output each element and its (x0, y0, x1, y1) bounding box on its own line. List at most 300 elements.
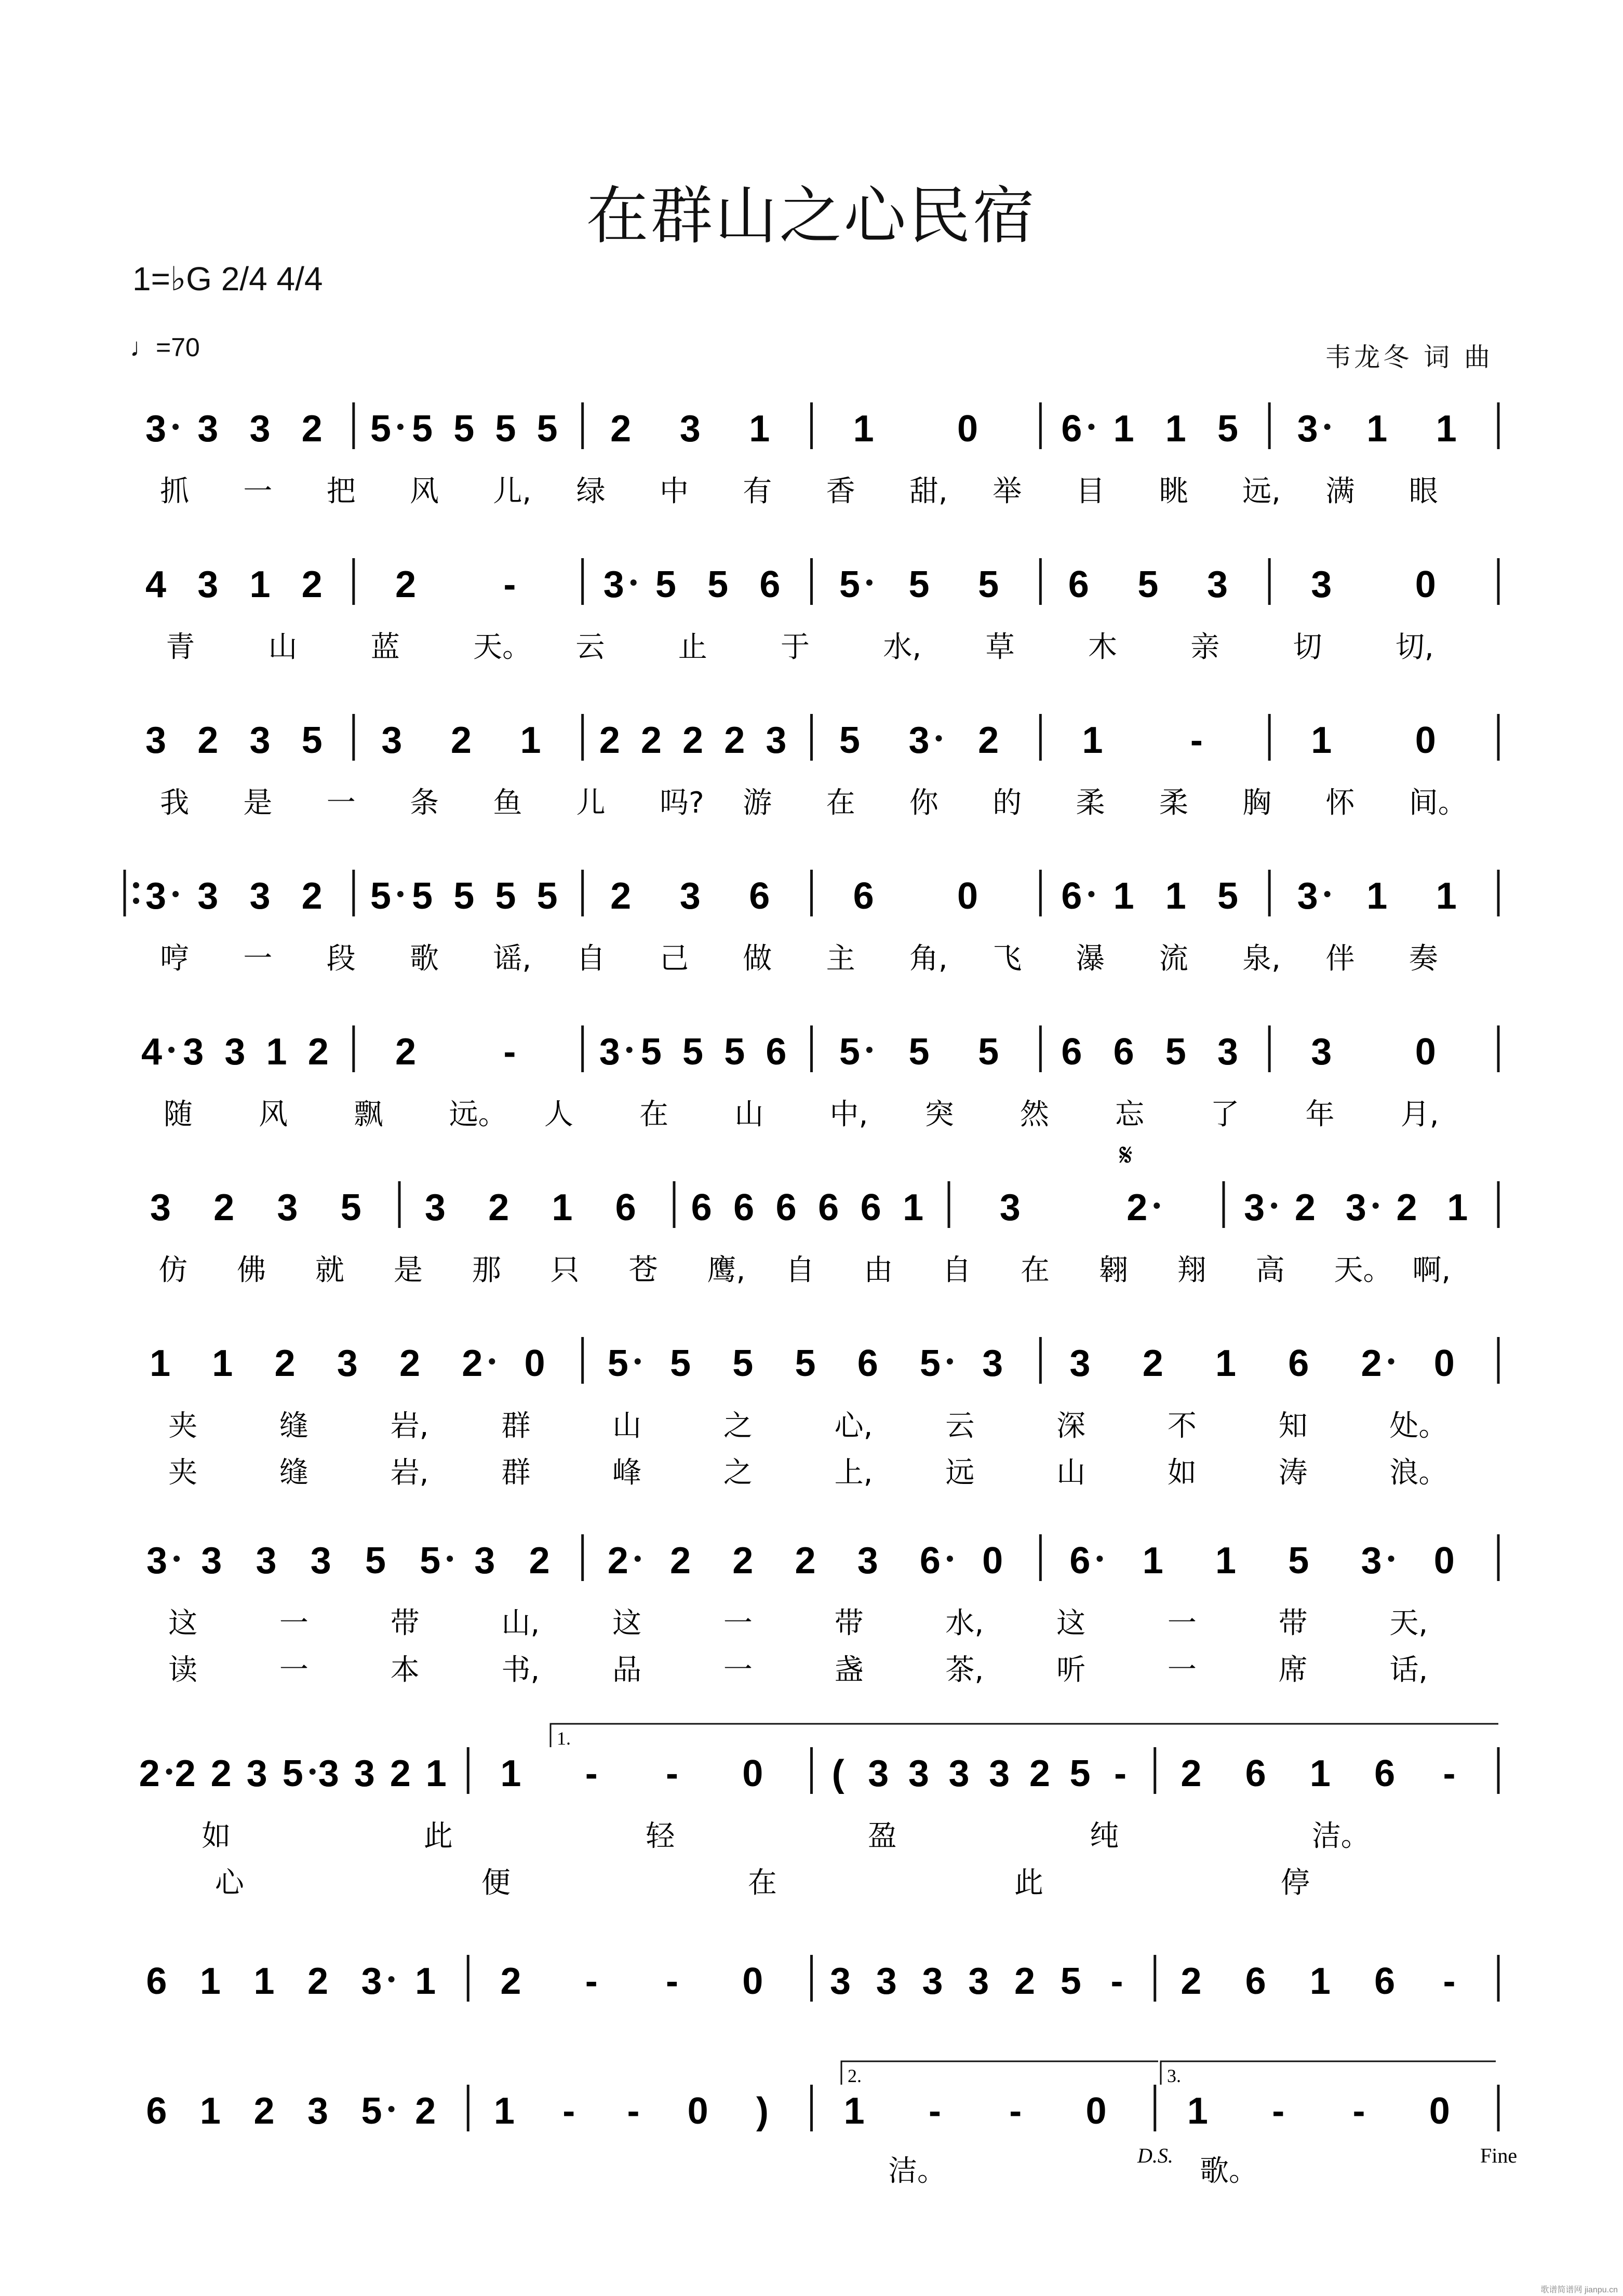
lyric: 自 (785, 1253, 815, 1287)
note: 0 (1415, 720, 1436, 761)
note: 0 (524, 1343, 545, 1384)
note: 2 (669, 1540, 691, 1582)
note: 3 (1297, 408, 1318, 450)
lyric: 儿 (576, 786, 606, 820)
lyric: 切, (1395, 630, 1434, 664)
lyric: 的 (992, 786, 1022, 820)
note: 1 (1309, 1961, 1331, 2002)
lyric: 然 (1020, 1098, 1049, 1131)
lyric: 人 (544, 1098, 573, 1131)
note: 4 (141, 1031, 163, 1073)
note: 2 (395, 564, 417, 605)
note: 1 (425, 1753, 447, 1794)
augmentation-dot (173, 1556, 180, 1562)
note: 3 (599, 1031, 620, 1073)
note: 1 (1311, 720, 1332, 761)
note: 0 (1415, 564, 1436, 605)
repeat-dot (133, 882, 139, 888)
lyric: 仿 (158, 1253, 188, 1287)
lyric: 盈 (867, 1819, 897, 1853)
note: 5 (536, 408, 558, 450)
lyric-verse-2: 品 (612, 1653, 642, 1687)
note: 3 (908, 1753, 929, 1794)
note: 5 (1217, 408, 1239, 450)
lyric: 谣, (493, 942, 532, 976)
note: 5 (365, 1540, 386, 1582)
note: 3 (603, 564, 624, 605)
lyric: 歌 (410, 942, 439, 976)
lyric: 轻 (646, 1819, 675, 1853)
lyric-verse-2: 之 (723, 1456, 753, 1490)
note: 1 (1366, 875, 1388, 917)
lyric: 深 (1056, 1409, 1086, 1443)
note: 3 (256, 1540, 277, 1582)
note: 6 (818, 1187, 839, 1228)
note: 3 (1361, 1540, 1382, 1582)
lyric: 举 (992, 475, 1022, 508)
lyric: 翱 (1098, 1253, 1128, 1287)
lyric: 流 (1159, 942, 1188, 976)
note: 5 (919, 1343, 941, 1384)
note: 5 (495, 875, 516, 917)
augmentation-dot (1373, 1203, 1379, 1209)
lyric-verse-2: 夹 (168, 1456, 198, 1490)
note: 6 (1113, 1031, 1134, 1073)
augmentation-dot (1388, 1556, 1394, 1562)
lyric: 眼 (1409, 475, 1438, 508)
lyric-verse-2: 一 (1167, 1653, 1197, 1687)
note: 5 (340, 1187, 361, 1228)
lyric: 一 (1167, 1606, 1197, 1640)
note: - (585, 1961, 598, 2002)
note: - (1190, 720, 1203, 761)
note: 1 (843, 2090, 865, 2132)
augmentation-dot (635, 1556, 641, 1562)
volta-bracket (551, 1724, 1498, 1747)
page-title: 在群山之心民宿 (586, 180, 1037, 252)
note: 2 (795, 1540, 816, 1582)
note: 3 (679, 875, 701, 917)
note: 5 (908, 564, 930, 605)
note: 5 (453, 408, 475, 450)
lyric: 有 (743, 475, 772, 508)
note: 3 (150, 1187, 171, 1228)
note: 1 (212, 1343, 233, 1384)
augmentation-dot (631, 579, 637, 586)
augmentation-dot (397, 424, 404, 430)
note: - (1352, 2090, 1365, 2132)
augmentation-dot (310, 1768, 316, 1775)
note: - (562, 2090, 575, 2132)
lyric: 条 (410, 786, 439, 820)
note: 6 (766, 1031, 787, 1073)
volta-label: 2. (848, 2065, 862, 2086)
note: 2 (610, 875, 632, 917)
note: 3 (146, 1540, 168, 1582)
note: 3 (1069, 1343, 1091, 1384)
lyric: 如 (202, 1819, 231, 1853)
note: 6 (860, 1187, 881, 1228)
note: 1 (1309, 1753, 1331, 1794)
note: 1 (1366, 408, 1388, 450)
lyric: 天, (1389, 1606, 1428, 1640)
note: 2 (197, 720, 219, 761)
lyric: 香 (826, 475, 855, 508)
lyric: 游 (743, 786, 772, 820)
note: 2 (307, 1961, 329, 2002)
lyric: 一 (243, 475, 273, 508)
note: - (1009, 2090, 1022, 2132)
note: 3 (1311, 564, 1332, 605)
note: 2 (529, 1540, 550, 1582)
lyric-verse-2: 浪。 (1389, 1456, 1448, 1490)
note: 2 (607, 1540, 628, 1582)
note: 2 (1361, 1343, 1382, 1384)
repeat-dot (133, 898, 139, 904)
note: 0 (1429, 2090, 1450, 2132)
note: 2 (307, 1031, 329, 1073)
note: 0 (957, 875, 978, 917)
volta-bracket (1161, 2061, 1496, 2085)
lyric: 在 (1020, 1253, 1050, 1287)
augmentation-dot (447, 1556, 453, 1562)
composer-credit: 韦龙冬 词 曲 (1325, 342, 1493, 372)
note: 2 (1126, 1187, 1148, 1228)
augmentation-dot (388, 2106, 395, 2112)
lyric: 儿, (493, 475, 532, 508)
note: 3 (1244, 1187, 1265, 1228)
lyric: 鱼 (493, 786, 522, 820)
note: 6 (691, 1187, 712, 1228)
augmentation-dot (936, 735, 942, 741)
lyric-verse-2: 涛 (1278, 1456, 1308, 1490)
note: 3 (145, 875, 167, 917)
note: - (1272, 2090, 1285, 2132)
lyric: 洁。 (1311, 1819, 1370, 1853)
note: 6 (1374, 1753, 1396, 1794)
lyric: 就 (315, 1253, 345, 1287)
note: 3 (829, 1961, 851, 2002)
note: 6 (1061, 875, 1082, 917)
note: 1 (266, 1031, 287, 1073)
note: 1 (1447, 1187, 1468, 1228)
lyric: 这 (168, 1606, 198, 1640)
note: 6 (1245, 1753, 1266, 1794)
lyric-verse-2: 茶, (945, 1653, 984, 1687)
note: 6 (1068, 564, 1089, 605)
note: 3 (922, 1961, 943, 2002)
note: 2 (1181, 1753, 1202, 1794)
augmentation-dot (635, 1358, 641, 1365)
augmentation-dot (489, 1358, 495, 1365)
note: 1 (1113, 875, 1134, 917)
lyric: 我 (160, 786, 190, 820)
lyric: 山, (501, 1606, 540, 1640)
note: 3 (474, 1540, 495, 1582)
lyric: 在 (826, 786, 855, 820)
note: 3 (381, 720, 403, 761)
lyric: 草 (985, 630, 1015, 664)
note: 3 (908, 720, 930, 761)
lyric: 这 (1056, 1606, 1086, 1640)
lyric: 忘 (1115, 1098, 1145, 1131)
note: 5 (453, 875, 475, 917)
note: 5 (370, 408, 391, 450)
lyric: 了 (1210, 1098, 1240, 1131)
note: - (666, 1753, 678, 1794)
note: 0 (957, 408, 978, 450)
lyric: 啊, (1412, 1253, 1451, 1287)
note: 1 (199, 1961, 221, 2002)
note: 0 (1415, 1031, 1436, 1073)
augmentation-dot (1088, 424, 1094, 430)
augmentation-dot (397, 891, 404, 897)
note: 2 (395, 1031, 417, 1073)
note: 5 (724, 1031, 745, 1073)
note: 3 (354, 1753, 375, 1794)
note: 2 (682, 720, 704, 761)
lyric-verse-2: 书, (501, 1653, 540, 1687)
note: 1 (1165, 408, 1186, 450)
note: 3 (1311, 1031, 1332, 1073)
volta-bracket (841, 2061, 1158, 2085)
lyric: 远, (1242, 475, 1281, 508)
lyric-verse-2: 席 (1278, 1653, 1308, 1687)
note: 6 (1374, 1961, 1396, 2002)
note: 4 (145, 564, 167, 605)
lyric: 突 (924, 1098, 954, 1131)
lyric: 岩, (390, 1409, 429, 1443)
note: 1 (1082, 720, 1103, 761)
note: 1 (1165, 875, 1186, 917)
note: 6 (749, 875, 770, 917)
note: 0 (1433, 1343, 1455, 1384)
note: 5 (1165, 1031, 1186, 1073)
note: 5 (908, 1031, 930, 1073)
augmentation-dot (947, 1556, 953, 1562)
lyric: 于 (781, 630, 810, 664)
lyric: 不 (1167, 1409, 1197, 1443)
note: 2 (301, 408, 323, 450)
lyric: 处。 (1389, 1409, 1448, 1443)
note: 0 (1433, 1540, 1455, 1582)
note: 3 (424, 1187, 446, 1228)
note: 5 (301, 720, 323, 761)
segno-mark: 𝄋 (1119, 1137, 1133, 1173)
lyric: 甜, (909, 475, 948, 508)
note: 6 (146, 1961, 167, 2002)
augmentation-dot (388, 1976, 395, 1982)
lyric-verse-2: 本 (390, 1653, 420, 1687)
note: 5 (536, 875, 558, 917)
note: ( (831, 1753, 844, 1794)
key-label: 1=♭G (132, 260, 212, 298)
augmentation-dot (1324, 424, 1331, 430)
fine-mark: Fine (1480, 2144, 1518, 2167)
note: 5 (839, 720, 860, 761)
note: - (1443, 1961, 1456, 2002)
lyric-verse-2: 山 (1056, 1456, 1086, 1490)
note: 1 (150, 1343, 171, 1384)
note: 3 (868, 1753, 889, 1794)
lyric: 段 (326, 942, 356, 976)
note: 5 (282, 1753, 303, 1794)
note: 2 (599, 720, 620, 761)
note: 3 (1217, 1031, 1239, 1073)
time-signature-2: 4/4 (276, 260, 323, 298)
lyric: 远。 (449, 1098, 507, 1131)
lyric: 瀑 (1076, 942, 1105, 976)
lyric: 洁。 (888, 2154, 946, 2188)
note: 6 (1061, 408, 1082, 450)
note: 5 (1288, 1540, 1309, 1582)
note: 1 (1436, 408, 1457, 450)
lyric: 目 (1076, 475, 1105, 508)
note: 1 (253, 1961, 275, 2002)
note: 6 (759, 564, 781, 605)
note: 6 (733, 1187, 755, 1228)
note: 5 (669, 1343, 691, 1384)
note: 1 (853, 408, 874, 450)
note: 3 (201, 1540, 222, 1582)
note: 6 (919, 1540, 941, 1582)
note: 6 (1288, 1343, 1309, 1384)
lyric: 绿 (576, 475, 606, 508)
note: 5 (607, 1343, 628, 1384)
note: 3 (249, 720, 271, 761)
note: 2 (210, 1753, 232, 1794)
lyric: 自 (576, 942, 606, 976)
note: 1 (493, 2090, 515, 2132)
lyric: 知 (1278, 1409, 1308, 1443)
note: 2 (1014, 1961, 1036, 2002)
note: 1 (1215, 1540, 1237, 1582)
note: 3 (857, 1540, 878, 1582)
note: 6 (1245, 1961, 1266, 2002)
lyric-verse-2: 此 (1014, 1866, 1043, 1900)
note: 0 (687, 2090, 708, 2132)
note: 1 (1187, 2090, 1208, 2132)
note: 2 (500, 1961, 521, 2002)
lyric: 夹 (168, 1409, 198, 1443)
lyric: 飘 (354, 1098, 383, 1131)
lyric-verse-2: 群 (501, 1456, 531, 1490)
lyric: 泉, (1242, 942, 1281, 976)
note: 5 (420, 1540, 441, 1582)
note: - (928, 2090, 941, 2132)
lyric: 做 (743, 942, 772, 976)
augmentation-dot (1088, 891, 1094, 897)
lyric: 角, (909, 942, 948, 976)
note: 5 (640, 1031, 662, 1073)
note: 6 (775, 1187, 797, 1228)
lyric: 佛 (237, 1253, 266, 1287)
augmentation-dot (1153, 1203, 1160, 1209)
note: 2 (732, 1540, 754, 1582)
augmentation-dot (866, 579, 873, 586)
note: 3 (1206, 564, 1228, 605)
lyric-verse-2: 话, (1389, 1653, 1428, 1687)
lyric: 一 (723, 1606, 753, 1640)
note: 1 (1113, 408, 1134, 450)
lyric: 风 (259, 1098, 288, 1131)
note: 3 (224, 1031, 246, 1073)
lyric: 只 (550, 1253, 580, 1287)
augmentation-dot (1324, 891, 1331, 897)
lyric: 柔 (1076, 786, 1105, 820)
note: - (585, 1753, 598, 1794)
lyric: 云 (575, 630, 605, 664)
note: - (503, 564, 516, 605)
note: 2 (301, 564, 323, 605)
note: 3 (1345, 1187, 1366, 1228)
lyric: 水, (883, 630, 922, 664)
note: 5 (361, 2090, 382, 2132)
note: - (666, 1961, 678, 2002)
note: 6 (615, 1187, 636, 1228)
note: 3 (318, 1753, 339, 1794)
lyric-verse-2: 缝 (279, 1456, 308, 1490)
note: 2 (175, 1753, 196, 1794)
lyric: 带 (390, 1606, 420, 1640)
lyric-verse-2: 盏 (834, 1653, 864, 1687)
lyric: 之 (723, 1409, 753, 1443)
lyric-verse-2: 远 (945, 1456, 975, 1490)
note: 1 (1436, 875, 1457, 917)
lyric: 一 (279, 1606, 308, 1640)
note: ) (756, 2090, 769, 2132)
lyric: 云 (945, 1409, 975, 1443)
note: 2 (610, 408, 632, 450)
lyric: 随 (163, 1098, 193, 1131)
note: 5 (839, 1031, 860, 1073)
augmentation-dot (166, 1768, 172, 1775)
lyric-verse-2: 如 (1167, 1456, 1197, 1490)
augmentation-dot (168, 1047, 175, 1053)
augmentation-dot (1096, 1556, 1103, 1562)
lyric: 奏 (1409, 942, 1438, 976)
note: 2 (724, 720, 745, 761)
note: 1 (249, 564, 271, 605)
note: 1 (552, 1187, 573, 1228)
lyric: 切 (1293, 630, 1322, 664)
lyric: 天。 (1334, 1253, 1392, 1287)
lyric: 年 (1305, 1098, 1335, 1131)
note: 2 (1142, 1343, 1163, 1384)
lyric: 自 (942, 1253, 972, 1287)
augmentation-dot (626, 1047, 633, 1053)
note: 1 (1215, 1343, 1237, 1384)
note: 2 (301, 875, 323, 917)
note: 5 (795, 1343, 816, 1384)
lyric: 一 (326, 786, 356, 820)
volta-label: 3. (1167, 2065, 1181, 2086)
note: 3 (145, 408, 167, 450)
lyric: 亲 (1190, 630, 1220, 664)
lyric: 由 (864, 1253, 893, 1287)
lyric: 山 (612, 1409, 642, 1443)
lyric: 主 (826, 942, 855, 976)
lyric: 群 (501, 1409, 531, 1443)
note: 2 (390, 1753, 411, 1794)
lyric-verse-2: 上, (834, 1456, 873, 1490)
note: 3 (249, 875, 271, 917)
lyric: 高 (1255, 1253, 1285, 1287)
note: 2 (415, 2090, 436, 2132)
note: 2 (640, 720, 662, 761)
note: 5 (978, 564, 999, 605)
lyric-verse-2: 听 (1056, 1653, 1086, 1687)
